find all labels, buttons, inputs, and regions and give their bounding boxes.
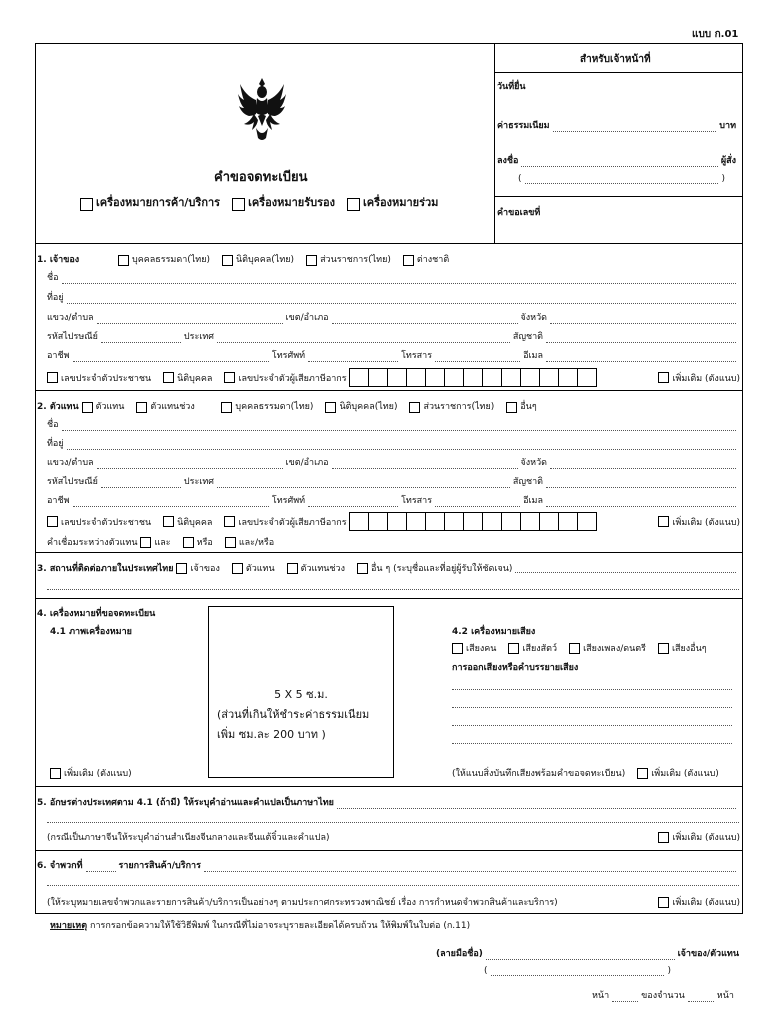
owner-juristic-checkbox[interactable] bbox=[222, 255, 233, 266]
agent-postcode-field[interactable] bbox=[101, 479, 181, 488]
owner-id-row: เลขประจำตัวประชาชน นิติบุคคล เลขประจำตัวผู้เสียภาษีอากร เพิ่มเติม (ตังแนบ) bbox=[47, 368, 743, 387]
sec3-label: 3. สถานที่ติดต่อภายในประเทศไทย bbox=[37, 564, 174, 574]
page-number-field[interactable] bbox=[612, 993, 638, 1002]
sound-human-checkbox[interactable] bbox=[452, 643, 463, 654]
sound-desc-line-4[interactable] bbox=[452, 735, 732, 744]
sound-desc-line-2[interactable] bbox=[452, 699, 732, 708]
page-count-row: หน้า ของจำนวน หน้า bbox=[592, 991, 734, 1001]
sec6-items-label: รายการสินค้า/บริการ bbox=[118, 861, 201, 871]
owner-email-field[interactable] bbox=[546, 353, 736, 362]
contact-extra-line[interactable] bbox=[47, 581, 739, 590]
sec1-label: 1. เจ้าของ bbox=[37, 255, 80, 265]
owner-taxpayer-id-checkbox[interactable] bbox=[224, 372, 235, 383]
agent-government-checkbox[interactable] bbox=[409, 402, 420, 413]
owner-occupation-field[interactable] bbox=[73, 353, 269, 362]
mark-type-options: เครื่องหมายการค้า/บริการ เครื่องหมายรับรอง เครื่องหมายร่วม bbox=[80, 193, 441, 211]
official-signature-field[interactable] bbox=[521, 158, 717, 167]
goods-services-field[interactable] bbox=[204, 863, 736, 872]
agent-juristic-id-checkbox[interactable] bbox=[163, 516, 174, 527]
sound-mark-label: 4.2 เครื่องหมายเสียง bbox=[452, 627, 536, 637]
owner-province-field[interactable] bbox=[550, 315, 736, 324]
official-heading: สำหรับเจ้าหน้าที่ bbox=[580, 54, 651, 65]
agent-province-field[interactable] bbox=[550, 460, 736, 469]
type-trademark-checkbox[interactable] bbox=[80, 198, 93, 211]
agent-other-checkbox[interactable] bbox=[506, 402, 517, 413]
sec5-label: 5. อักษรต่างประเทศตาม 4.1 (ถ้ามี) ให้ระบุคำอ่านและคำแปลเป็นภาษาไทย bbox=[37, 798, 334, 808]
link-or-checkbox[interactable] bbox=[183, 537, 194, 548]
sec6-note: (ให้ระบุหมายเลขจำพวกและรายการสินค้า/บริการเป็นอย่างๆ ตามประกาศกระทรวงพาณิชย์ เรื่อง การกำหนดจำพวกสินค้าและบริการ) bbox=[47, 898, 558, 908]
sound-music-checkbox[interactable] bbox=[569, 643, 580, 654]
owner-government-checkbox[interactable] bbox=[306, 255, 317, 266]
agent-person-checkbox[interactable] bbox=[221, 402, 232, 413]
applicant-name-row: ( ) bbox=[484, 966, 671, 976]
sec2-label: 2. ตัวแทน bbox=[37, 402, 79, 412]
applicant-name-field[interactable] bbox=[491, 967, 665, 976]
agent-address-field[interactable] bbox=[67, 441, 736, 450]
link-and-checkbox[interactable] bbox=[140, 537, 151, 548]
contact-other-field[interactable] bbox=[515, 564, 736, 573]
sound-other-checkbox[interactable] bbox=[658, 643, 669, 654]
sound-more-checkbox[interactable] bbox=[637, 768, 648, 779]
agent-email-field[interactable] bbox=[546, 498, 736, 507]
agent-citizen-id-checkbox[interactable] bbox=[47, 516, 58, 527]
sec5-note: (กรณีเป็นภาษาจีนให้ระบุคำอ่านสำเนียงจีนกลางและจีนแต้จิ๋วและคำแปล) bbox=[47, 833, 330, 843]
contact-owner-checkbox[interactable] bbox=[176, 563, 187, 574]
owner-subdistrict-field[interactable] bbox=[97, 315, 283, 324]
foreign-reading-line[interactable] bbox=[47, 814, 739, 823]
owner-more-checkbox[interactable] bbox=[658, 372, 669, 383]
owner-nationality-field[interactable] bbox=[546, 334, 736, 343]
sound-desc-label: การออกเสียงหรือคำบรรยายเสียง bbox=[452, 663, 579, 673]
owner-name-field[interactable] bbox=[62, 275, 736, 284]
official-name-row: ( ) bbox=[518, 174, 725, 184]
page-total-field[interactable] bbox=[688, 993, 714, 1002]
subagent-checkbox[interactable] bbox=[136, 402, 147, 413]
contact-agent-checkbox[interactable] bbox=[232, 563, 243, 574]
remark-label: หมายเหตุ bbox=[50, 921, 88, 931]
owner-district-field[interactable] bbox=[332, 315, 518, 324]
owner-phone-field[interactable] bbox=[308, 353, 398, 362]
agent-phone-field[interactable] bbox=[308, 498, 398, 507]
form-code: แบบ ก.01 bbox=[692, 29, 739, 40]
remark-row bbox=[50, 918, 473, 932]
owner-fax-field[interactable] bbox=[435, 353, 520, 362]
sound-desc-line-3[interactable] bbox=[452, 717, 732, 726]
foreign-reading-field[interactable] bbox=[337, 800, 736, 809]
sec6-label: 6. จำพวกที่ bbox=[37, 861, 83, 871]
applicant-signature-field[interactable] bbox=[486, 951, 675, 960]
sec2-header: 2. ตัวแทน ตัวแทน ตัวแทนช่วง บุคคลธรรมดา(ไทย) นิติบุคคล(ไทย) ส่วนราชการ(ไทย) อื่นๆ bbox=[37, 399, 540, 413]
owner-postcode-field[interactable] bbox=[101, 334, 181, 343]
sound-type-options: เสียงคน เสียงสัตว์ เสียงเพลง/ดนตรี เสียงอื่นๆ bbox=[452, 641, 710, 655]
agent-nationality-field[interactable] bbox=[546, 479, 736, 488]
agent-more-checkbox[interactable] bbox=[658, 516, 669, 527]
owner-country-field[interactable] bbox=[217, 334, 510, 343]
sec3-header: 3. สถานที่ติดต่อภายในประเทศไทย เจ้าของ ตัวแทน ตัวแทนช่วง อื่น ๆ (ระบุชื่อและที่อยู่ผู้รับให้ชัดเจน) bbox=[37, 561, 739, 575]
remark-text: การกรอกข้อความให้ใช้วิธีพิมพ์ ในกรณีที่ไม่อาจระบุรายละเอียดได้ครบถ้วน ให้พิมพ์ในใบต่อ (ก.11) bbox=[90, 921, 471, 931]
agent-fax-field[interactable] bbox=[435, 498, 520, 507]
garuda-icon bbox=[236, 76, 288, 142]
date-filed-label: วันที่ยื่น bbox=[497, 82, 526, 92]
owner-address-field[interactable] bbox=[67, 295, 736, 304]
mark-image-more-checkbox[interactable] bbox=[50, 768, 61, 779]
fee-row: ค่าธรรมเนียม บาท bbox=[497, 121, 736, 131]
form-title: คำขอจดทะเบียน bbox=[214, 170, 308, 185]
owner-foreign-checkbox[interactable] bbox=[403, 255, 414, 266]
owner-person-checkbox[interactable] bbox=[118, 255, 129, 266]
contact-subagent-checkbox[interactable] bbox=[287, 563, 298, 574]
agent-checkbox[interactable] bbox=[82, 402, 93, 413]
sec5-header bbox=[37, 795, 739, 809]
signature-row: ลงชื่อ ผู้สั่ง bbox=[497, 156, 736, 166]
type-collective-checkbox[interactable] bbox=[347, 198, 360, 211]
agent-district-field[interactable] bbox=[332, 460, 518, 469]
applicant-signature-row: (ลายมือชื่อ) เจ้าของ/ตัวแทน bbox=[436, 949, 739, 959]
link-and-or-checkbox[interactable] bbox=[225, 537, 236, 548]
sec4-label: 4. เครื่องหมายที่ขอจดทะเบียน bbox=[37, 609, 156, 619]
owner-id-digit-boxes[interactable] bbox=[350, 368, 597, 387]
official-name-field[interactable] bbox=[525, 175, 719, 184]
owner-juristic-id-checkbox[interactable] bbox=[163, 372, 174, 383]
mark-image-box[interactable]: 5 X 5 ซ.ม. (ส่วนที่เกินให้ชำระค่าธรรมเนียม เพิ่ม ซม.ละ 200 บาท ) bbox=[208, 606, 394, 778]
sec6-header bbox=[37, 858, 739, 872]
agent-juristic-checkbox[interactable] bbox=[325, 402, 336, 413]
contact-other-checkbox[interactable] bbox=[357, 563, 368, 574]
agent-subdistrict-field[interactable] bbox=[97, 460, 283, 469]
sec1-header: 1. เจ้าของ บุคคลธรรมดา(ไทย) นิติบุคคล(ไทย) ส่วนราชการ(ไทย) ต่างชาติ bbox=[37, 252, 452, 266]
sound-desc-line-1[interactable] bbox=[452, 681, 732, 690]
type-certification-checkbox[interactable] bbox=[232, 198, 245, 211]
sec6-more-checkbox[interactable] bbox=[658, 897, 669, 908]
class-number-field[interactable] bbox=[86, 863, 116, 872]
garuda-emblem bbox=[236, 76, 288, 142]
sound-animal-checkbox[interactable] bbox=[508, 643, 519, 654]
goods-services-line[interactable] bbox=[47, 877, 739, 886]
owner-citizen-id-checkbox[interactable] bbox=[47, 372, 58, 383]
agent-name-field[interactable] bbox=[62, 422, 736, 431]
agent-id-digit-boxes[interactable] bbox=[350, 512, 597, 531]
agent-taxpayer-id-checkbox[interactable] bbox=[224, 516, 235, 527]
agent-occupation-field[interactable] bbox=[73, 498, 269, 507]
official-box-divider bbox=[494, 43, 495, 243]
sec5-more-checkbox[interactable] bbox=[658, 832, 669, 843]
mark-image-label: 4.1 ภาพเครื่องหมาย bbox=[50, 627, 132, 637]
agent-link-row: คำเชื่อมระหว่างตัวแทน และ หรือ และ/หรือ bbox=[47, 538, 275, 548]
fee-field[interactable] bbox=[553, 123, 717, 132]
agent-country-field[interactable] bbox=[217, 479, 510, 488]
agent-id-row: เลขประจำตัวประชาชน นิติบุคคล เลขประจำตัวผู้เสียภาษีอากร เพิ่มเติม (ตังแนบ) bbox=[47, 512, 743, 531]
request-no-label: คำขอเลขที่ bbox=[497, 208, 541, 218]
